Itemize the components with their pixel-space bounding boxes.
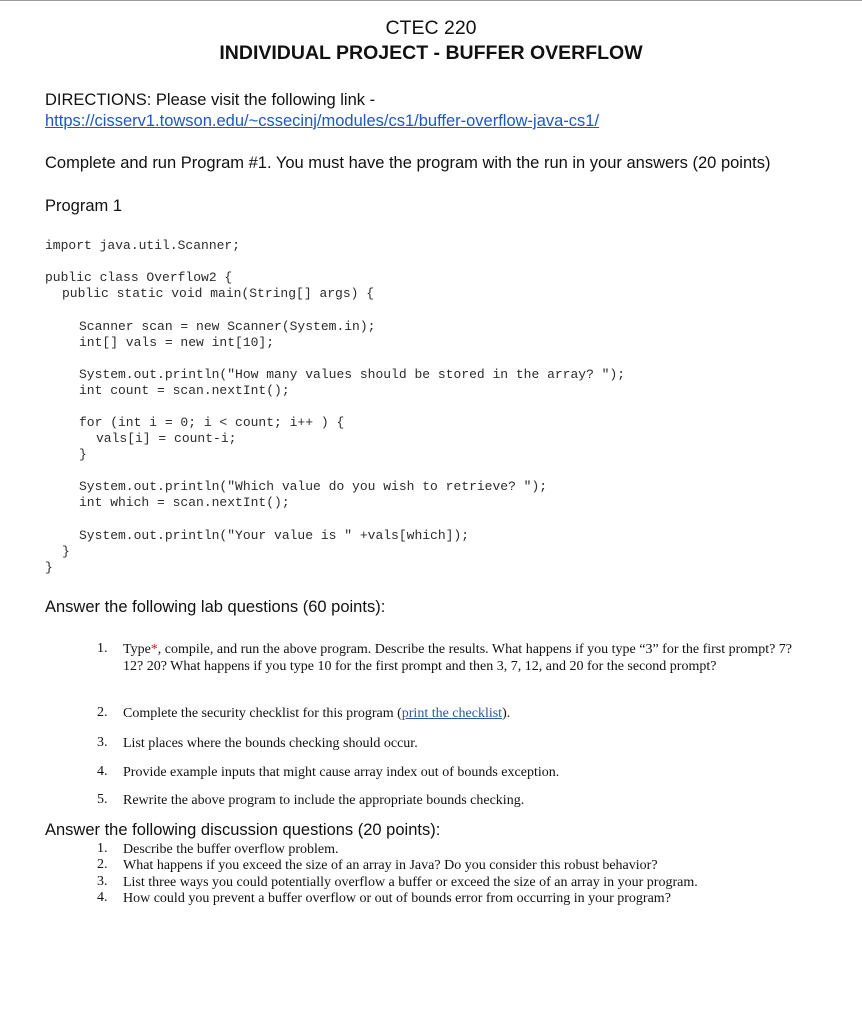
discussion-question-number: 1.: [97, 841, 108, 856]
code-line: int[] vals = new int[10];: [79, 335, 275, 350]
discussion-question-1: Describe the buffer overflow problem.: [123, 842, 339, 857]
discussion-question-2: What happens if you exceed the size of an array in Java? Do you consider this robust behavior?: [123, 858, 658, 873]
code-line: System.out.println("How many values should be stored in the array? ");: [79, 367, 626, 382]
lab-question-4: Provide example inputs that might cause array index out of bounds exception.: [123, 765, 560, 780]
code-line: for (int i = 0; i < count; i++ ) {: [79, 415, 345, 430]
print-checklist-link[interactable]: print the checklist: [401, 706, 503, 721]
lab-question-number: 5.: [97, 792, 108, 807]
project-title: INDIVIDUAL PROJECT - BUFFER OVERFLOW: [219, 42, 643, 64]
discussion-question-3: List three ways you could potentially overflow a buffer or exceed the size of an array in your program.: [123, 875, 698, 890]
code-line: System.out.println("Which value do you wish to retrieve? ");: [79, 479, 548, 494]
lab-question-3: List places where the bounds checking should occur.: [123, 736, 418, 751]
code-line: public class Overflow2 {: [45, 270, 233, 285]
question-text: , compile, and run the above program. Describe the results. What happens if you type “3” for the first prompt? 7? 12? 20? What happens if you type 10 for the first prompt and then 3, 7, 12, and 20 for the second prompt?: [123, 642, 793, 674]
discussion-question-number: 3.: [97, 874, 108, 889]
lab-heading: Answer the following lab questions (60 points):: [45, 598, 386, 616]
lab-question-5: Rewrite the above program to include the appropriate bounds checking.: [123, 793, 525, 808]
code-line: }: [62, 544, 70, 559]
code-line: public static void main(String[] args) {: [62, 286, 375, 301]
code-line: Scanner scan = new Scanner(System.in);: [79, 319, 376, 334]
code-line: }: [79, 447, 87, 462]
code-line: }: [45, 560, 53, 575]
discussion-question-4: How could you prevent a buffer overflow or out of bounds error from occurring in your program?: [123, 891, 671, 906]
lab-question-2: [123, 705, 813, 722]
code-line: vals[i] = count-i;: [96, 431, 237, 446]
lab-question-number: 1.: [97, 641, 108, 656]
lab-question-number: 3.: [97, 735, 108, 750]
question-text: ).: [502, 706, 511, 721]
discussion-question-number: 4.: [97, 890, 108, 905]
code-line: int which = scan.nextInt();: [79, 495, 290, 510]
top-border-line: [0, 0, 862, 1]
code-line: int count = scan.nextInt();: [79, 383, 290, 398]
task-instruction: Complete and run Program #1. You must have the program with the run in your answers (20 points): [45, 154, 771, 172]
lab-question-1: [123, 641, 813, 675]
course-title: CTEC 220: [385, 17, 477, 39]
directions-link[interactable]: https://cisserv1.towson.edu/~cssecinj/modules/cs1/buffer-overflow-java-cs1/: [45, 112, 600, 130]
program-title: Program 1: [45, 197, 123, 215]
discussion-question-number: 2.: [97, 857, 108, 872]
discussion-heading: Answer the following discussion questions (20 points):: [45, 821, 441, 839]
code-line: import java.util.Scanner;: [45, 238, 241, 253]
directions-label: DIRECTIONS: Please visit the following link -: [45, 91, 376, 109]
question-text: Complete the security checklist for this program (: [123, 706, 402, 721]
lab-question-number: 4.: [97, 764, 108, 779]
code-line: System.out.println("Your value is " +vals[which]);: [79, 528, 470, 543]
lab-question-number: 2.: [97, 705, 108, 720]
required-asterisk: *: [150, 642, 158, 657]
question-text: Type: [123, 642, 151, 657]
